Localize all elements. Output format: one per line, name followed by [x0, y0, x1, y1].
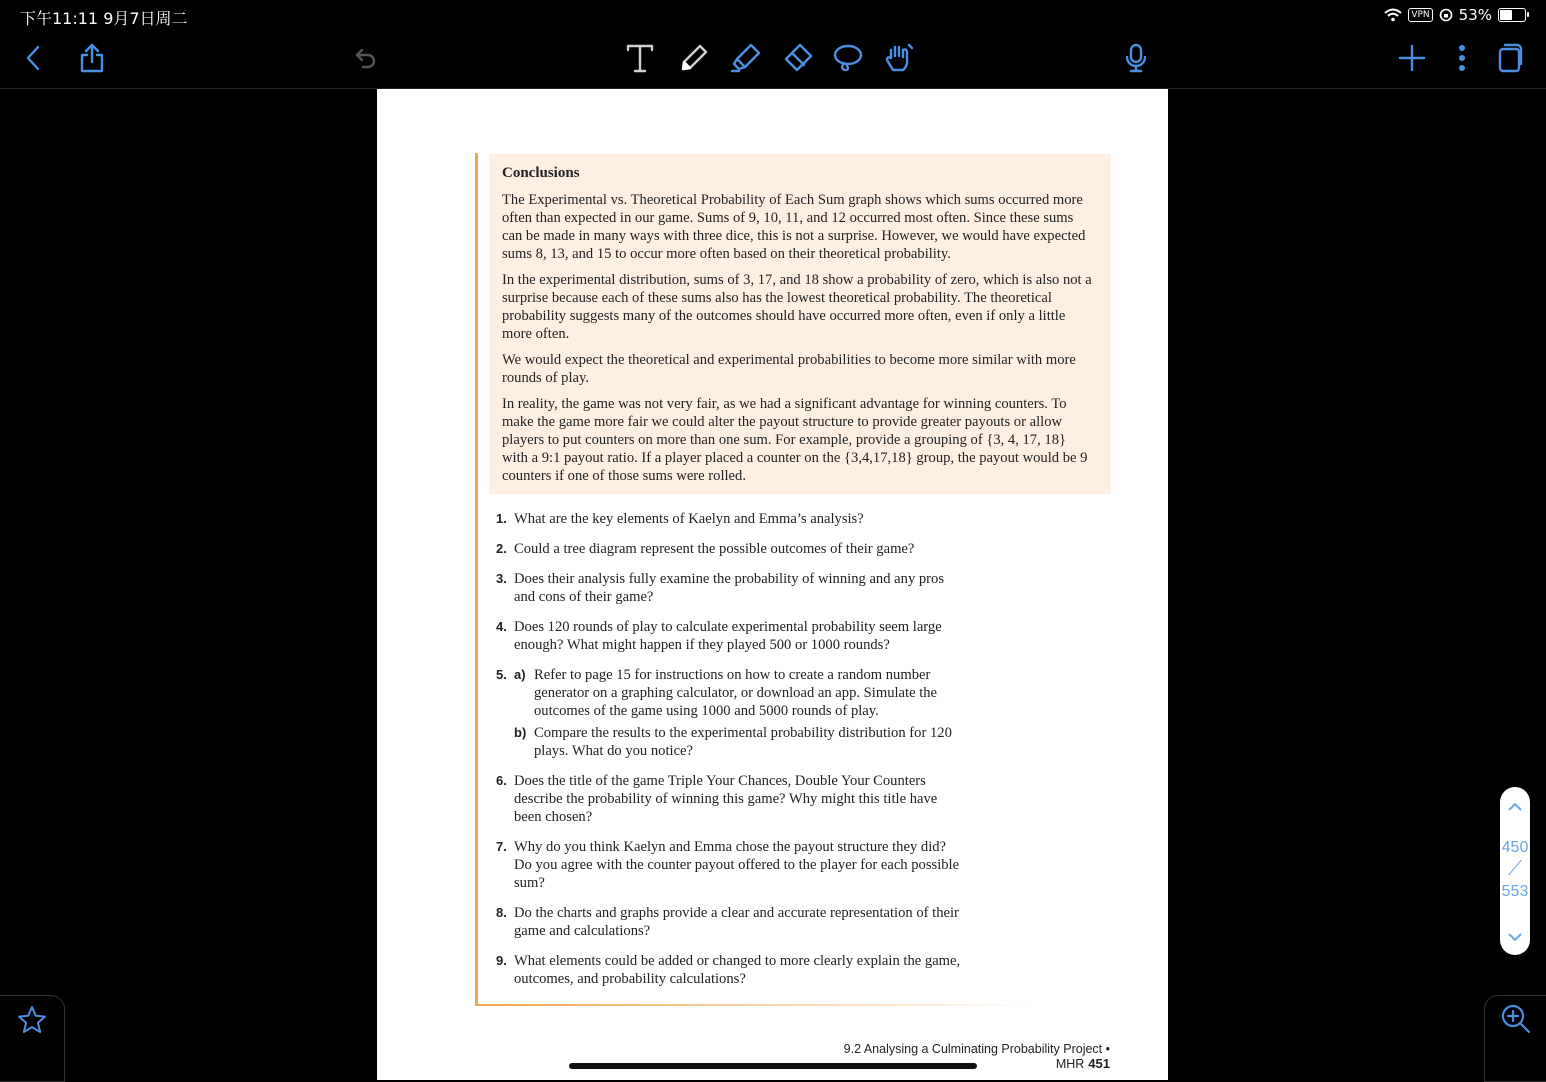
question-item	[496, 772, 966, 826]
question-number: 9.	[496, 953, 507, 968]
question-text: What are the key elements of Kaelyn and Emma’s analysis?	[514, 511, 864, 527]
question-number: 2.	[496, 541, 507, 556]
margin-rule	[475, 153, 478, 1006]
conclusions-box	[489, 154, 1111, 494]
question-item	[496, 666, 966, 760]
status-right	[1384, 6, 1526, 24]
question-text: Does 120 rounds of play to calculate experimental probability seem large enough? What might happen if they played 500 or 1000 rounds?	[514, 619, 942, 653]
chevron-down-icon[interactable]	[1500, 925, 1530, 949]
question-item	[496, 540, 966, 558]
question-number: 8.	[496, 905, 507, 920]
question-list	[496, 510, 966, 1000]
question-number: 4.	[496, 619, 507, 634]
question-number: 7.	[496, 839, 507, 854]
pages-icon[interactable]	[1490, 38, 1530, 78]
question-text: Do the charts and graphs provide a clear and accurate representation of their game and calculations?	[514, 905, 959, 939]
favorite-button[interactable]	[0, 995, 65, 1082]
question-text: Why do you think Kaelyn and Emma chose the payout structure they did? Do you agree with the counter payout offered to the player for each possible sum?	[514, 839, 960, 891]
question-item	[496, 510, 966, 528]
conclusions-paragraph: In the experimental distribution, sums of 3, 17, and 18 show a probability of zero, which is also not a surprise because each of these sums also has the lowest theoretical probability. The theoretical probability suggests many of the outcomes should have occurred more often, even if only a little more often.	[502, 272, 1092, 342]
conclusions-paragraph: In reality, the game was not very fair, as we had a significant advantage for winning counters. To make the game more fair we could alter the payout structure to provide greater payouts or allow players to put counters on more than one sum. For example, provide a grouping of {3, 4, 17, 18} with a 9:1 payout ratio. If a player placed a counter on the {3,4,17,18} group, the payout would be 9 counters if one of those sums were rolled.	[502, 396, 1088, 484]
footer-text: 9.2 Analysing a Culminating Probability Project • MHR	[843, 1042, 1110, 1071]
conclusions-title: Conclusions	[502, 165, 580, 181]
part-label: b)	[514, 725, 527, 740]
question-number: 6.	[496, 773, 507, 788]
home-indicator	[569, 1063, 977, 1069]
page-indicator[interactable]	[1500, 787, 1530, 955]
conclusions-paragraph: We would expect the theoretical and experimental probabilities to become more similar with more rounds of play.	[502, 352, 1076, 386]
plus-icon[interactable]	[1392, 38, 1432, 78]
vpn-badge: VPN	[1408, 8, 1432, 22]
total-pages: 553	[1501, 883, 1529, 900]
question-text: Could a tree diagram represent the possible outcomes of their game?	[514, 541, 915, 557]
star-icon	[16, 1004, 48, 1036]
part-text: Refer to page 15 for instructions on how to create a random number generator on a graphing calculator, or download an app. Simulate the outcomes of the game using 1000 and 5000 rounds of play.	[534, 667, 938, 719]
bottom-rule	[475, 1004, 1035, 1006]
chevron-up-icon[interactable]	[1500, 795, 1530, 819]
question-number: 3.	[496, 571, 507, 586]
conclusions-paragraph: The Experimental vs. Theoretical Probability of Each Sum graph shows which sums occurred more often than expected in our game. Sums of 9, 10, 11, and 12 occurred most often. Since these sums can be made in many ways with three dice, this is not a surprise. However, we would have expected sums 8, 13, and 15 to occur more often based on their theoretical probability.	[502, 192, 1086, 262]
wifi-icon	[1384, 8, 1402, 22]
question-item	[496, 618, 966, 654]
part-text: Compare the results to the experimental probability distribution for 120 plays. What do you notice?	[534, 725, 952, 759]
toolbar	[0, 30, 1546, 89]
back-icon[interactable]	[14, 38, 54, 78]
battery-percent: 53%	[1458, 6, 1492, 24]
share-icon[interactable]	[72, 38, 112, 78]
zoom-button[interactable]	[1484, 995, 1546, 1082]
status-time: 下午11:11 9月7日周二	[20, 9, 188, 28]
orientation-lock-icon	[1439, 8, 1453, 22]
status-bar	[0, 0, 1546, 30]
pen-icon[interactable]	[674, 38, 714, 78]
more-icon[interactable]	[1442, 38, 1482, 78]
highlighter-icon[interactable]	[726, 38, 766, 78]
current-page: 450	[1501, 839, 1529, 856]
question-text: Does the title of the game Triple Your Chances, Double Your Counters describe the probability of winning this game? Why might this title have been chosen?	[514, 773, 938, 825]
question-item	[496, 952, 966, 988]
question-item	[496, 904, 966, 940]
question-part	[514, 666, 966, 720]
part-label: a)	[514, 667, 526, 682]
question-text: Does their analysis fully examine the probability of winning and any pros and cons of their game?	[514, 571, 945, 605]
undo-icon[interactable]	[346, 38, 386, 78]
zoom-in-icon	[1499, 1002, 1533, 1036]
question-item	[496, 570, 966, 606]
microphone-icon[interactable]	[1116, 38, 1156, 78]
page-divider	[1508, 860, 1522, 876]
text-tool-icon[interactable]	[620, 38, 660, 78]
question-part	[514, 724, 966, 760]
battery-icon	[1498, 8, 1526, 22]
question-number: 5.	[496, 667, 507, 682]
page-number: 451	[1088, 1056, 1110, 1071]
lasso-icon[interactable]	[828, 38, 868, 78]
hand-tool-icon[interactable]	[878, 38, 918, 78]
question-item	[496, 838, 966, 892]
question-text: What elements could be added or changed to more clearly explain the game, outcomes, and probability calculations?	[514, 953, 961, 987]
eraser-icon[interactable]	[777, 38, 817, 78]
question-number: 1.	[496, 511, 507, 526]
